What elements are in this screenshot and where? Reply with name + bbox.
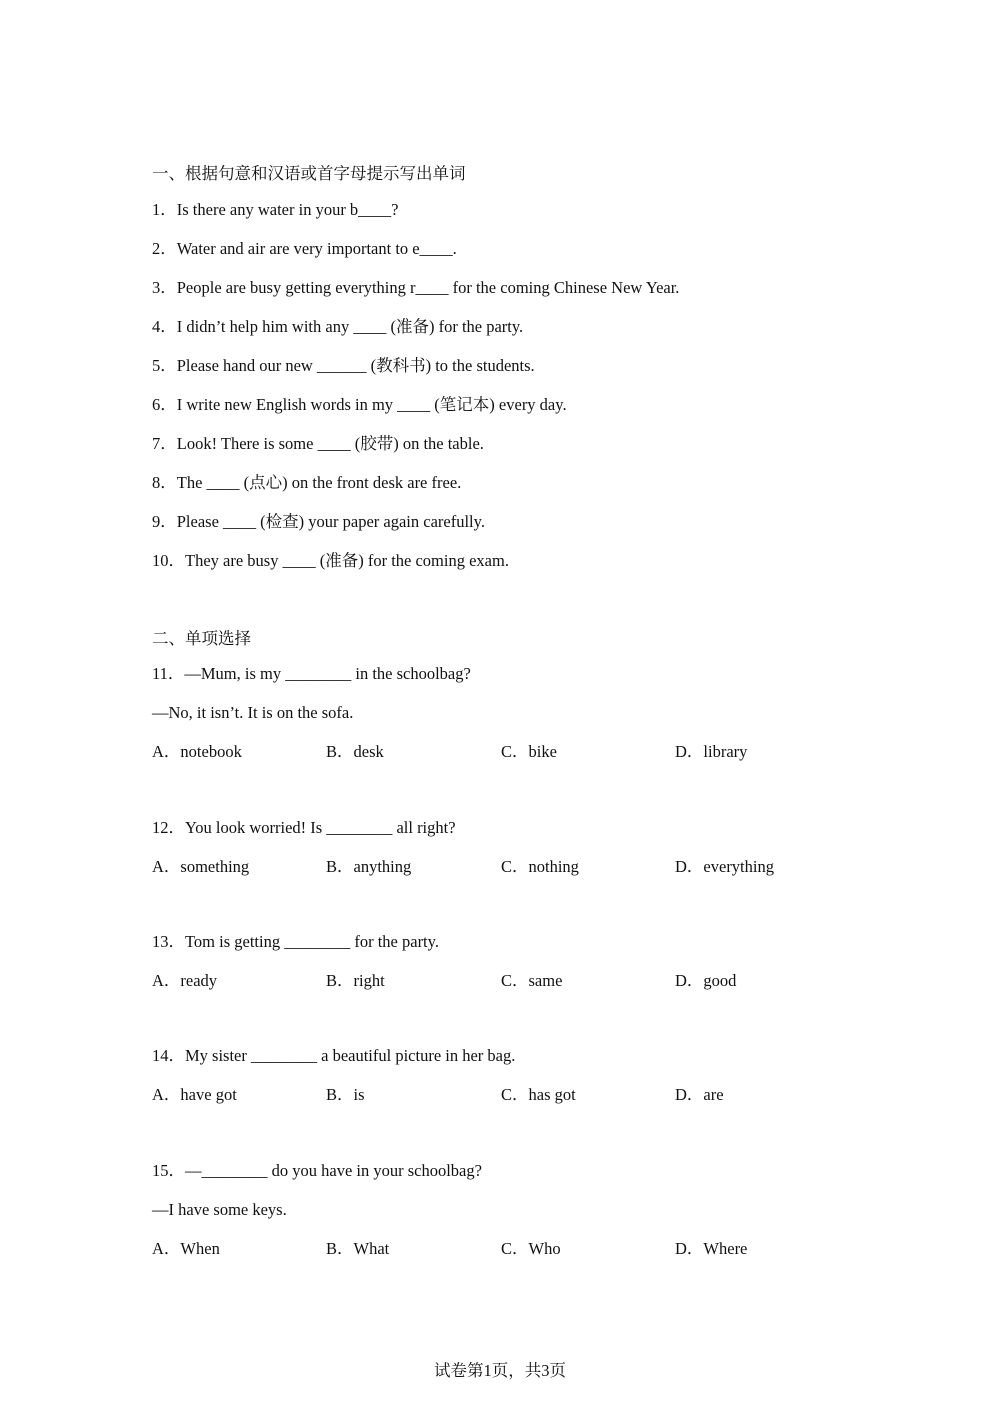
- fill-item: [152, 511, 852, 550]
- options-row: [152, 741, 912, 780]
- item-number: 4．: [152, 317, 177, 336]
- item-number: 7．: [152, 434, 177, 453]
- section-2-title: 二、单项选择: [152, 629, 251, 648]
- fill-item: [152, 316, 852, 355]
- item-number: 1．: [152, 200, 177, 219]
- item-number: 3．: [152, 278, 177, 297]
- item-text: Please hand our new ______ (教科书) to the students.: [176, 356, 535, 375]
- option-b: B．is: [326, 1085, 365, 1104]
- item-number: 6．: [152, 395, 177, 414]
- option-a: A．notebook: [152, 742, 242, 761]
- question-13: [152, 931, 912, 1009]
- item-text: People are busy getting everything r____ for the coming Chinese New Year.: [176, 278, 680, 297]
- options-row: [152, 1084, 912, 1123]
- option-d: D．everything: [675, 857, 774, 876]
- question-text: You look worried! Is ________ all right?: [185, 818, 456, 837]
- fill-item: [152, 277, 852, 316]
- item-text: Look! There is some ____ (胶带) on the table.: [176, 434, 484, 453]
- option-a: A．When: [152, 1239, 220, 1258]
- fill-in-list: [152, 199, 852, 589]
- item-number: 9．: [152, 512, 177, 531]
- option-d: D．library: [675, 742, 748, 761]
- item-number: 5．: [152, 356, 177, 375]
- option-d: D．Where: [675, 1239, 748, 1258]
- fill-item: [152, 355, 852, 394]
- question-11: [152, 663, 912, 780]
- question-line: —No, it isn’t. It is on the sofa.: [152, 703, 354, 722]
- question-number: 11．: [152, 664, 185, 683]
- question-number: 13．: [152, 932, 185, 951]
- item-text: The ____ (点心) on the front desk are free.: [176, 473, 462, 492]
- question-15: [152, 1160, 912, 1277]
- option-b: B．desk: [326, 742, 384, 761]
- item-number: 2．: [152, 239, 177, 258]
- option-b: B．anything: [326, 857, 412, 876]
- item-text: I write new English words in my ____ (笔记本) every day.: [176, 395, 567, 414]
- question-number: 15．: [152, 1161, 185, 1180]
- fill-item: [152, 394, 852, 433]
- option-a: A．ready: [152, 971, 218, 990]
- option-c: C．bike: [501, 742, 557, 761]
- fill-item: [152, 238, 852, 277]
- page-footer: 试卷第1页，共3页: [434, 1361, 566, 1380]
- question-number: 14．: [152, 1046, 185, 1065]
- question-stem: [152, 663, 912, 702]
- question-stem: [152, 817, 912, 856]
- item-text: They are busy ____ (准备) for the coming exam.: [185, 551, 509, 570]
- question-line: —I have some keys.: [152, 1200, 287, 1219]
- fill-item: [152, 472, 852, 511]
- option-c: C．nothing: [501, 857, 579, 876]
- option-a: A．have got: [152, 1085, 237, 1104]
- question-stem: [152, 1045, 912, 1084]
- item-number: 8．: [152, 473, 177, 492]
- question-text: —Mum, is my ________ in the schoolbag?: [184, 664, 471, 683]
- options-row: [152, 970, 912, 1009]
- item-text: I didn’t help him with any ____ (准备) for the party.: [176, 317, 524, 336]
- question-text: —________ do you have in your schoolbag?: [185, 1161, 482, 1180]
- fill-item: [152, 433, 852, 472]
- question-number: 12．: [152, 818, 185, 837]
- question-stem: [152, 931, 912, 970]
- option-b: B．right: [326, 971, 385, 990]
- item-text: Please ____ (检查) your paper again carefully.: [176, 512, 485, 531]
- option-c: C．same: [501, 971, 563, 990]
- options-row: [152, 856, 912, 895]
- item-text: Is there any water in your b____?: [176, 200, 399, 219]
- option-c: C．Who: [501, 1239, 561, 1258]
- item-text: Water and air are very important to e____.: [176, 239, 457, 258]
- option-b: B．What: [326, 1239, 390, 1258]
- option-d: D．good: [675, 971, 737, 990]
- fill-item: [152, 199, 852, 238]
- option-a: A．something: [152, 857, 250, 876]
- question-stem: [152, 1160, 912, 1199]
- option-d: D．are: [675, 1085, 724, 1104]
- options-row: [152, 1238, 912, 1277]
- option-c: C．has got: [501, 1085, 576, 1104]
- fill-item: [152, 550, 852, 589]
- question-12: [152, 817, 912, 895]
- question-text: My sister ________ a beautiful picture in her bag.: [185, 1046, 516, 1065]
- item-number: 10．: [152, 551, 185, 570]
- section-1-title: 一、根据句意和汉语或首字母提示写出单词: [152, 164, 466, 183]
- question-14: [152, 1045, 912, 1123]
- question-text: Tom is getting ________ for the party.: [185, 932, 439, 951]
